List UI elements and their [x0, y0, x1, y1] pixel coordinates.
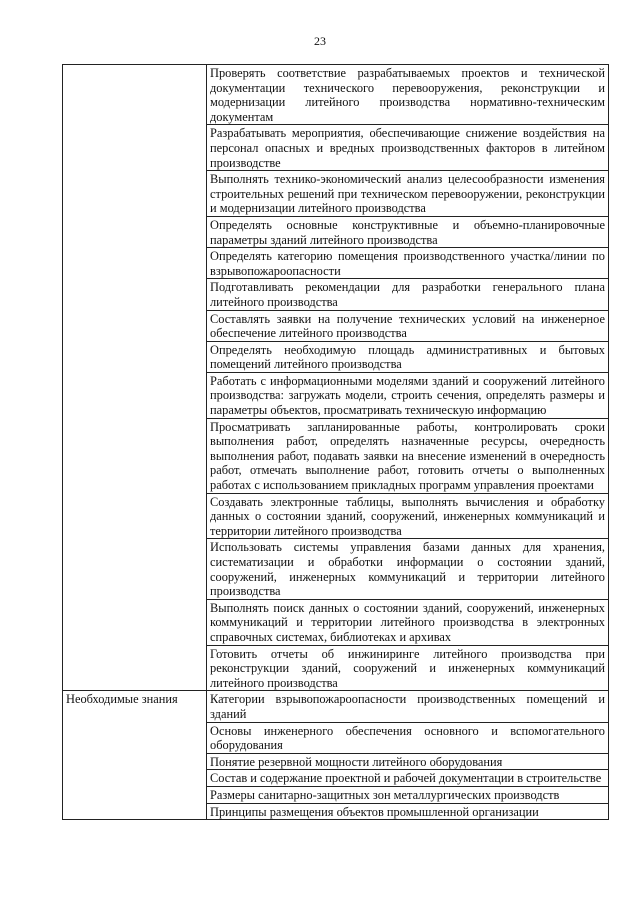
requirement-cell: Размеры санитарно-защитных зон металлургических производств — [207, 786, 609, 803]
requirement-cell: Проверять соответствие разрабатываемых проектов и технической документации технического перевооружения, реконструкции и модернизации литейного производства нормативно-техническим документам — [207, 65, 609, 125]
requirement-cell: Создавать электронные таблицы, выполнять вычисления и обработку данных о состоянии зданий, сооружений, инженерных коммуникаций и территории литейного производства — [207, 493, 609, 539]
requirements-table — [62, 64, 609, 820]
requirement-cell: Просматривать запланированные работы, контролировать сроки выполнения работ, определять назначенные ресурсы, очередность выполнения работ, подавать заявки на внесение изменений в очередность работ, отмечать выполнение работ, готовить отчеты о выполненных работах с использованием прикладных программ управления проектами — [207, 418, 609, 493]
requirement-cell: Определять категорию помещения производственного участка/линии по взрывопожароопасности — [207, 248, 609, 279]
requirement-cell: Выполнять технико-экономический анализ целесообразности изменения строительных решений при техническом перевооружении, реконструкции и модернизации литейного производства — [207, 171, 609, 217]
requirement-cell: Состав и содержание проектной и рабочей документации в строительстве — [207, 770, 609, 787]
section-label-cell — [63, 65, 207, 691]
section-label-cell: Необходимые знания — [63, 691, 207, 820]
table-row — [63, 691, 609, 722]
requirement-cell: Подготавливать рекомендации для разработки генерального плана литейного производства — [207, 279, 609, 310]
requirement-cell: Использовать системы управления базами данных для хранения, систематизации и обработки информации о состоянии зданий, сооружений, инженерных коммуникаций и территории литейного производства — [207, 539, 609, 599]
requirement-cell: Готовить отчеты об инжиниринге литейного производства при реконструкции зданий, сооружений и инженерных коммуникаций литейного производства — [207, 645, 609, 691]
page-number: 23 — [314, 34, 326, 48]
requirement-cell: Составлять заявки на получение технических условий на инженерное обеспечение литейного производства — [207, 310, 609, 341]
requirement-cell: Определять основные конструктивные и объемно-планировочные параметры зданий литейного производства — [207, 216, 609, 247]
requirement-cell: Понятие резервной мощности литейного оборудования — [207, 753, 609, 770]
requirement-cell: Принципы размещения объектов промышленной организации — [207, 803, 609, 820]
requirement-cell: Основы инженерного обеспечения основного и вспомогательного оборудования — [207, 722, 609, 753]
requirement-cell: Категории взрывопожароопасности производственных помещений и зданий — [207, 691, 609, 722]
requirements-table-body — [63, 65, 609, 820]
table-row — [63, 65, 609, 125]
requirement-cell: Выполнять поиск данных о состоянии зданий, сооружений, инженерных коммуникаций и территории литейного производства в электронных справочных системах, библиотеках и архивах — [207, 599, 609, 645]
requirement-cell: Определять необходимую площадь административных и бытовых помещений литейного производства — [207, 341, 609, 372]
requirement-cell: Работать с информационными моделями зданий и сооружений литейного производства: загружать модели, строить сечения, определять размеры и параметры объектов, просматривать техническую информацию — [207, 372, 609, 418]
requirement-cell: Разрабатывать мероприятия, обеспечивающие снижение воздействия на персонал опасных и вредных производственных факторов в литейном производстве — [207, 125, 609, 171]
